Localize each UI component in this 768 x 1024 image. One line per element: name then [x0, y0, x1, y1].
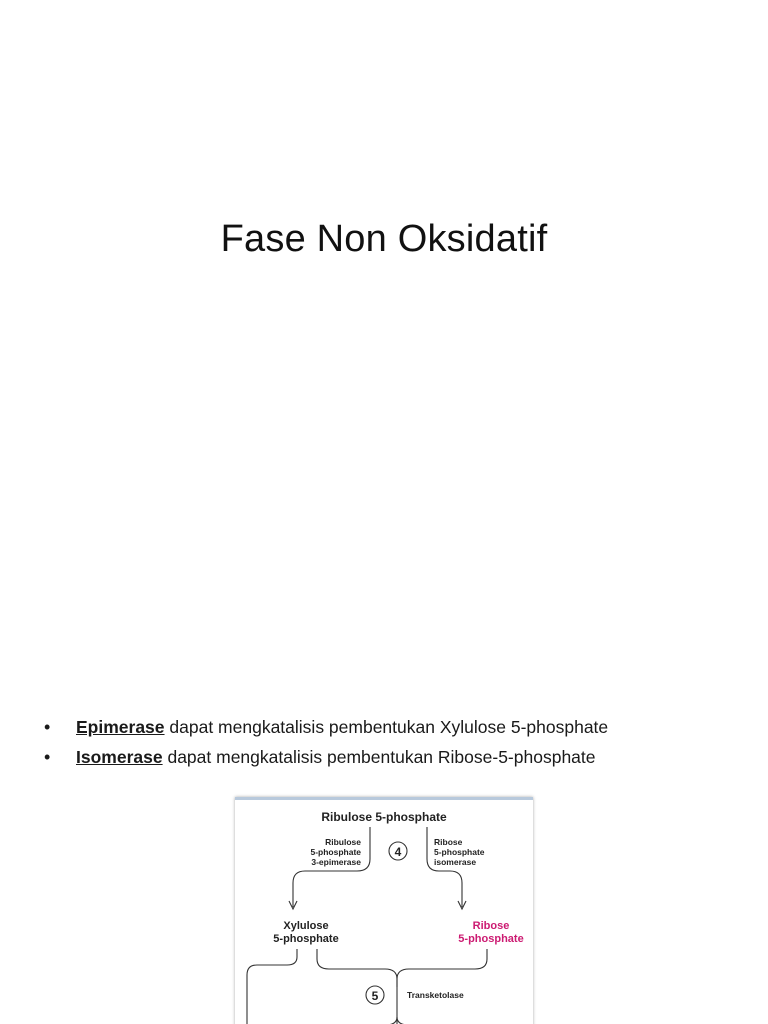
figure-top-band	[235, 797, 533, 800]
xylulose-down-line-left	[247, 949, 297, 1024]
bullet-text: dapat mengkatalisis pembentukan Xylulose 5-phosphate	[164, 717, 609, 737]
left-enzyme-line-2: 5-phosphate	[310, 847, 361, 857]
right-enzyme-line-2: 5-phosphate	[434, 847, 485, 857]
xylulose-to-transketolase-line	[317, 949, 397, 987]
pathway-diagram	[235, 797, 533, 1024]
node-ribulose-5-phosphate: Ribulose 5-phosphate	[321, 810, 447, 824]
bullet-term: Epimerase	[76, 717, 165, 737]
bullet-item-isomerase	[44, 742, 744, 772]
slide-title: Fase Non Oksidatif	[220, 218, 548, 260]
left-enzyme-line-3: 3-epimerase	[311, 857, 361, 867]
bullet-term: Isomerase	[76, 747, 163, 767]
right-product-line-2: 5-phosphate	[458, 933, 524, 945]
bullet-text: dapat mengkatalisis pembentukan Ribose-5-phosphate	[162, 747, 596, 767]
right-enzyme-line-1: Ribose	[434, 837, 463, 847]
bullet-dot-icon: •	[44, 747, 51, 767]
bullet-list	[44, 712, 744, 772]
left-product-line-2: 5-phosphate	[273, 933, 339, 945]
lower-right-branch-line	[397, 1017, 471, 1024]
bullet-item-epimerase	[44, 712, 744, 742]
right-enzyme-line-3: isomerase	[434, 857, 477, 867]
step-four-number: 4	[394, 845, 402, 859]
bullet-dot-icon: •	[44, 717, 51, 737]
left-enzyme-line-1: Ribulose	[325, 837, 361, 847]
right-product-line-1: Ribose	[472, 920, 510, 932]
left-product-line-1: Xylulose	[283, 920, 329, 932]
step-five-enzyme-label: Transketolase	[407, 990, 464, 1000]
ribose-to-transketolase-line	[397, 949, 487, 979]
lower-left-branch-line	[323, 1017, 397, 1024]
step-five-number: 5	[371, 989, 379, 1003]
pathway-svg	[235, 797, 533, 1024]
